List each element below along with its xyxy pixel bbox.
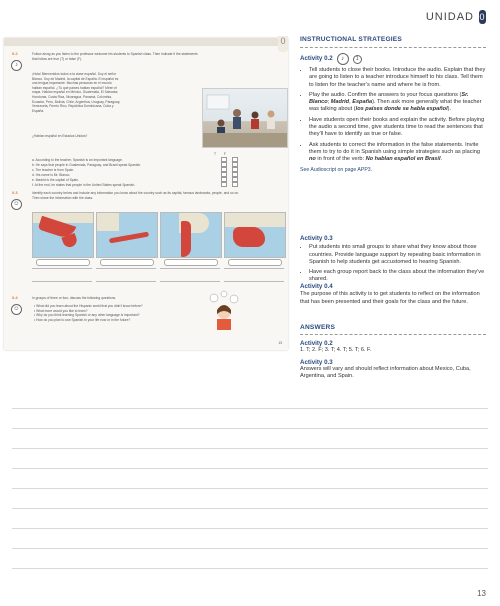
activity-instructions: Identify each country below and include any information you know about the country such as its capital, famous landmarks, people, and so on. Then share the information with the class. xyxy=(32,191,240,200)
discussion-question: • Why do you think learning Spanish or any other language is important? xyxy=(34,313,140,318)
unit-label: UNIDAD xyxy=(425,11,474,23)
writing-lines xyxy=(32,268,92,282)
answer-field[interactable] xyxy=(100,259,154,266)
strategy-bullet: • Tell students to close their books. Introduce the audio. Explain that they are going to listen to a teacher introduce himself to his class. Tell them to listen for the teacher's name and where he is from. xyxy=(309,67,488,89)
answer-text: 1. T; 2. F; 3. T; 4. T; 5. T; 6. F. xyxy=(300,347,372,354)
writing-lines xyxy=(224,268,284,282)
activity-0-2-notes xyxy=(300,53,488,174)
note-line[interactable] xyxy=(12,508,488,509)
statement-text: d. His name is Mr. Blanco. xyxy=(32,173,71,178)
true-false-list xyxy=(32,158,238,188)
activity-number: 0.3 xyxy=(12,190,18,195)
strategy-bullet: • Play the audio. Confirm the answers to your focus questions (Sr. Blanco; Madrid, España). Then ask more generally what the teacher was talking about (los países donde se habla español). xyxy=(309,92,488,114)
map-spain xyxy=(224,212,286,258)
statement-text: c. The teacher is from Spain. xyxy=(32,168,75,173)
answers-body xyxy=(300,340,488,380)
strategy-bullet: • Have each group report back to the class about the information they've shared. xyxy=(309,269,488,284)
classroom-photo xyxy=(202,88,288,148)
note-line[interactable] xyxy=(12,408,488,409)
activity-number: 0.2 xyxy=(12,51,18,56)
note-line[interactable] xyxy=(12,428,488,429)
note-line[interactable] xyxy=(12,468,488,469)
strategy-bullet: • Ask students to correct the information in the false statements. Invite them to try to do it in Spanish using simple strategies such as placing no in front of the verb: No hablan español en Brasil. xyxy=(309,142,488,164)
answers-heading: ANSWERS xyxy=(300,324,336,331)
answer-activity-title: Activity 0.2 xyxy=(300,340,333,347)
student-page-thumbnail xyxy=(4,38,288,350)
thinking-girl-illustration xyxy=(202,290,246,330)
heading-rule xyxy=(300,334,486,335)
statement-text: b. He says that people in Guatemala, Paraguay, and Brazil speak Spanish. xyxy=(32,163,141,168)
audio-icon: ♪ xyxy=(337,53,349,65)
answer-text: Answers will vary and should reflect information about Mexico, Cuba, Argentina, and Spain. xyxy=(300,365,471,380)
activity-text: The purpose of this activity is to get students to reflect on the information that has been presented and their goals for the class and the future. xyxy=(300,291,480,305)
writing-lines xyxy=(96,268,156,282)
page-number: 13 xyxy=(477,589,486,598)
activity-instructions: In groups of three or four, discuss the following questions. xyxy=(32,296,117,300)
activity-title: Activity 0.2 xyxy=(300,55,333,63)
discussion-question: • What more would you like to learn? xyxy=(34,308,88,313)
answers-section xyxy=(300,324,488,331)
note-line[interactable] xyxy=(12,568,488,569)
track-number-icon: 1 xyxy=(353,55,362,64)
section-heading: INSTRUCTIONAL STRATEGIES xyxy=(300,36,402,43)
answer-field[interactable] xyxy=(164,259,218,266)
statement-text: a. According to the teacher, Spanish is an important language. xyxy=(32,158,123,163)
false-checkbox[interactable] xyxy=(232,182,238,188)
instructional-strategies xyxy=(300,36,488,43)
activity-title: Activity 0.3 xyxy=(300,235,333,242)
activity-instructions: Follow along as you listen to the professor welcome his students to Spanish class. Then indicate if the statements that follow are true (T) or false (F). xyxy=(32,52,198,61)
answer-field[interactable] xyxy=(36,259,90,266)
note-line[interactable] xyxy=(12,528,488,529)
statement-row xyxy=(32,183,238,188)
answer-field[interactable] xyxy=(228,259,282,266)
page-tab xyxy=(4,38,288,46)
activity-0-3-notes xyxy=(300,235,488,287)
statement-text: e. Madrid is the capital of Spain. xyxy=(32,178,79,183)
discussion-questions xyxy=(34,304,184,322)
thumb-page-number: 0 xyxy=(278,36,288,52)
unit-header xyxy=(426,10,486,24)
audioscript-reference: See Audioscript on page APP3. xyxy=(300,166,373,173)
activity-0-3-bullets xyxy=(300,244,488,283)
audio-icon: ♪ xyxy=(11,60,22,71)
note-line[interactable] xyxy=(12,548,488,549)
strategy-bullet: • Put students into small groups to share what they know about those countries. Provide language support by repeating basic information in Spanish to help students get accustomed to hearing Spanish. xyxy=(309,244,488,266)
activity-0-4-notes xyxy=(300,283,488,306)
thumb-footer-page: 13 xyxy=(278,341,282,346)
activity-title: Activity 0.4 xyxy=(300,283,333,290)
true-checkbox[interactable] xyxy=(221,182,227,188)
statement-text: f. At the end, he states that people in the United States speak Spanish. xyxy=(32,183,136,188)
note-line[interactable] xyxy=(12,488,488,489)
activity-0-2-bullets xyxy=(300,67,488,164)
group-icon: ☺ xyxy=(11,304,22,315)
tf-header: T F xyxy=(214,152,227,156)
heading-rule xyxy=(300,47,486,48)
discussion-question: • What did you learn about the Hispanic world that you didn't know before? xyxy=(34,304,143,308)
group-icon: ☺ xyxy=(11,199,22,210)
map-argentina xyxy=(160,212,222,258)
note-line[interactable] xyxy=(12,448,488,449)
answer-activity-title: Activity 0.3 xyxy=(300,358,333,366)
discussion-question: • How do you plan to use Spanish in your life now or in the future? xyxy=(34,317,131,322)
map-cuba xyxy=(96,212,158,258)
activity-number: 0.4 xyxy=(12,295,18,300)
writing-lines xyxy=(160,268,220,282)
unit-number-badge: 0 xyxy=(479,12,486,22)
reading-passage: ¡Hola! Bienvenidos todos a la clase español. Soy el señor Blanco. Soy de Madrid, la capital de España. El español es una lengua importante. Muchas personas en el mundo hablan español. ¿Tú qué países hablan español? Miren el mapa. Hablan español en México, Guatemala, El Salvador, Honduras, Costa Rica, Nicaragua, Panamá, Colombia, Ecuador, Perú, Bolivia, Chile, Argentina, Uruguay, Paraguay, Venezuela, Puerto Rico, República Dominicana, Cuba y España. xyxy=(32,72,121,113)
map-mexico xyxy=(32,212,94,258)
passage-question: ¿Hablan español en Estados Unidos? xyxy=(32,134,88,138)
strategy-bullet: • Have students open their books and explain the activity. Before playing the audio a second time, give students time to read the sentences that they'll have to identify as true or false. xyxy=(309,117,488,139)
